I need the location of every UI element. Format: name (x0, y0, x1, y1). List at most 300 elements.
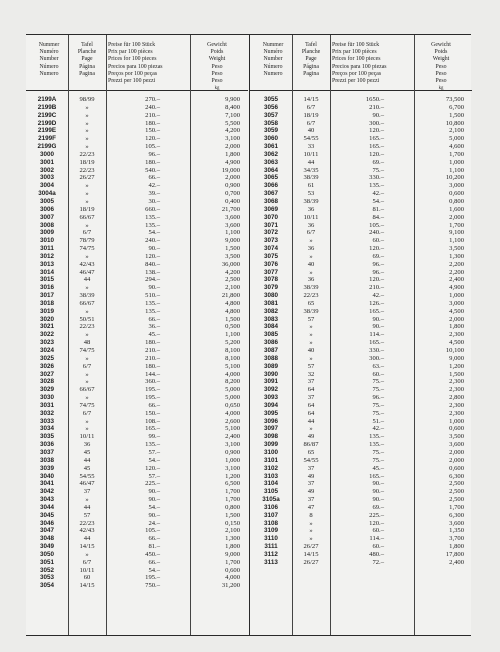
header-line: Numero (39, 70, 59, 77)
table-row (250, 300, 472, 308)
weight: 8,400 (225, 103, 240, 111)
item-number: 3050 (39, 550, 54, 558)
price: 300.– (369, 354, 384, 362)
header-nummer (30, 42, 68, 78)
price: 90.– (372, 111, 384, 119)
item-number: 3071 (263, 221, 278, 229)
weight: 4,000 (225, 574, 240, 582)
weight: 1,100 (449, 166, 464, 174)
plate-page: 45 (83, 448, 91, 456)
plate-page: » (85, 307, 89, 315)
header-line: Gewicht (431, 42, 451, 48)
header-line: Gewicht (207, 42, 227, 48)
plate-page: 14/15 (303, 550, 319, 558)
plate-page: 74/75 (79, 245, 95, 253)
item-number: 3086 (263, 339, 278, 347)
plate-page: 18/19 (79, 158, 95, 166)
price: 60.– (372, 543, 384, 551)
weight: 5,200 (225, 339, 240, 347)
item-number: 3052 (39, 566, 54, 574)
price: 165.– (369, 307, 384, 315)
price: 165.– (145, 425, 160, 433)
left-column-block (26, 35, 248, 635)
plate-page: 22/23 (79, 150, 95, 158)
price: 39.– (148, 190, 160, 198)
weight: 3,000 (449, 299, 464, 307)
plate-page: 54/55 (303, 456, 319, 464)
price: 108.– (145, 417, 160, 425)
item-number: 3027 (39, 370, 54, 378)
price: 75.– (372, 448, 384, 456)
plate-page: 36 (307, 245, 315, 253)
plate-page: 22/23 (79, 323, 95, 331)
weight: 4,200 (225, 127, 240, 135)
header-line: Precios para 100 piezas (332, 63, 387, 70)
header-line: Número (39, 63, 59, 70)
item-number: 3093 (263, 394, 278, 402)
table-row (250, 465, 472, 473)
plate-page: 22/23 (303, 292, 319, 300)
table-row (26, 347, 248, 355)
price: 135.– (145, 307, 160, 315)
header-line: Nummer (262, 42, 284, 48)
weight: 4,200 (225, 268, 240, 276)
plate-page: 44 (83, 276, 91, 284)
table-row (26, 378, 248, 386)
table-row (250, 559, 472, 567)
item-number: 3037 (39, 448, 54, 456)
item-number: 3049 (39, 543, 54, 551)
price: 75.– (372, 456, 384, 464)
price: 210.– (145, 354, 160, 362)
table-row (26, 222, 248, 230)
price: 51.– (372, 417, 384, 425)
plate-page: » (85, 103, 89, 111)
price: 60.– (372, 370, 384, 378)
weight: 1,500 (225, 245, 240, 253)
price: 69.– (372, 503, 384, 511)
plate-page: 10/11 (303, 213, 319, 221)
weight: 4,900 (225, 158, 240, 166)
price: 135.– (369, 441, 384, 449)
table-row (26, 284, 248, 292)
item-number: 3033 (39, 417, 54, 425)
price: 96.– (372, 268, 384, 276)
weight: 4,800 (225, 307, 240, 315)
price: 120.– (369, 276, 384, 284)
plate-page: 40 (307, 260, 315, 268)
plate-page: 57 (307, 362, 315, 370)
plate-page: 33 (307, 143, 315, 151)
item-number: 3079 (263, 284, 278, 292)
table-row (26, 182, 248, 190)
table-row (26, 543, 248, 551)
weight: 6,300 (449, 472, 464, 480)
item-number: 3102 (263, 464, 278, 472)
weight: 1,300 (449, 252, 464, 260)
plate-page: » (309, 527, 313, 535)
plate-page: 44 (83, 456, 91, 464)
item-number: 3041 (39, 480, 54, 488)
price: 75.– (372, 166, 384, 174)
weight: 2,300 (449, 409, 464, 417)
weight: 2,600 (225, 417, 240, 425)
weight: 1,500 (225, 511, 240, 519)
price-table (26, 34, 471, 636)
weight: 1,800 (225, 150, 240, 158)
item-number: 3040 (39, 472, 54, 480)
weight: 3,600 (225, 221, 240, 229)
item-number: 3032 (39, 409, 54, 417)
table-row (250, 441, 472, 449)
weight: 2,000 (449, 213, 464, 221)
weight: 1,700 (449, 221, 464, 229)
table-row (250, 143, 472, 151)
table-row (26, 574, 248, 582)
weight: 3,600 (449, 441, 464, 449)
item-number: 3083 (263, 315, 278, 323)
plate-page: 37 (307, 378, 315, 386)
header-line: Number (39, 56, 59, 63)
table-row (26, 535, 248, 543)
table-row (26, 496, 248, 504)
table-row (250, 198, 472, 206)
header-line: Peso (211, 70, 223, 77)
table-header (250, 35, 472, 91)
table-row (250, 104, 472, 112)
plate-page: 45 (83, 464, 91, 472)
table-row (26, 504, 248, 512)
item-number: 3078 (263, 276, 278, 284)
item-number: 3085 (263, 331, 278, 339)
item-number: 3046 (39, 519, 54, 527)
price: 90.– (372, 323, 384, 331)
weight: 0,600 (449, 190, 464, 198)
table-row (250, 308, 472, 316)
plate-page: » (309, 339, 313, 347)
plate-page: 38/39 (303, 284, 319, 292)
plate-page: 44 (307, 158, 315, 166)
price: 114.– (369, 331, 384, 339)
item-number: 3113 (264, 558, 278, 566)
weight: 1,500 (449, 370, 464, 378)
plate-page: » (309, 268, 313, 276)
table-row (250, 323, 472, 331)
plate-page: » (309, 331, 313, 339)
table-row (26, 323, 248, 331)
table-row (250, 394, 472, 402)
plate-page: » (85, 197, 89, 205)
item-number: 3013 (39, 260, 54, 268)
weight: 5,000 (225, 394, 240, 402)
header-line: Peso (435, 70, 447, 77)
price: 90.– (148, 284, 160, 292)
table-row (250, 96, 472, 104)
price: 120.– (369, 519, 384, 527)
plate-page: 32 (307, 370, 315, 378)
price: 300.– (369, 119, 384, 127)
plate-page: 26/27 (303, 543, 319, 551)
price: 195.– (145, 386, 160, 394)
weight: 9,000 (449, 354, 464, 362)
plate-page: 38/39 (303, 197, 319, 205)
item-number: 3035 (39, 433, 54, 441)
plate-page: 37 (307, 496, 315, 504)
item-number: 3057 (263, 111, 278, 119)
header-nummer (254, 42, 292, 78)
item-number: 3026 (39, 362, 54, 370)
table-row (26, 276, 248, 284)
header-line: Prices for 100 pieces (108, 56, 157, 63)
price: 96.– (372, 394, 384, 402)
table-row (250, 363, 472, 371)
table-row (250, 284, 472, 292)
price: 45.– (148, 331, 160, 339)
price: 72.– (372, 558, 384, 566)
header-line: Número (263, 63, 283, 70)
header-line: Poids (434, 49, 448, 56)
weight: 6,700 (449, 103, 464, 111)
weight: 3,100 (225, 441, 240, 449)
plate-page: » (85, 417, 89, 425)
weight: 8,200 (225, 378, 240, 386)
plate-page: 40 (307, 127, 315, 135)
weight: 19,000 (221, 166, 240, 174)
plate-page: 64 (307, 386, 315, 394)
price: 165.– (369, 472, 384, 480)
table-row (250, 527, 472, 535)
table-row (26, 229, 248, 237)
table-row (250, 174, 472, 182)
weight: 21,800 (221, 292, 240, 300)
plate-page: 57 (83, 511, 91, 519)
header-line: Peso (435, 77, 447, 84)
table-row (250, 151, 472, 159)
plate-page: 74/75 (79, 347, 95, 354)
plate-page: 36 (307, 221, 315, 229)
header-gewicht (416, 42, 466, 92)
item-number: 3063 (263, 158, 278, 166)
price: 90.– (148, 511, 160, 519)
price: 540.– (145, 166, 160, 174)
plate-page: 65 (307, 299, 315, 307)
plate-page: 64 (307, 401, 315, 409)
item-number: 3004 (39, 182, 54, 190)
item-number: 3002 (39, 166, 54, 174)
plate-page: 6/7 (306, 103, 316, 111)
price: 66.– (148, 535, 160, 543)
item-number: 3098 (263, 433, 278, 441)
weight: 2,000 (225, 143, 240, 151)
weight: 5,100 (225, 425, 240, 433)
table-row (26, 151, 248, 159)
weight: 2,000 (225, 174, 240, 182)
plate-page: » (85, 370, 89, 378)
table-row (26, 520, 248, 528)
item-number: 3068 (263, 197, 278, 205)
item-number: 3036 (39, 441, 54, 449)
plate-page: » (85, 135, 89, 143)
plate-page: » (309, 425, 313, 433)
plate-page: 47 (307, 503, 315, 511)
header-line: Prezzi per 100 pezzi (332, 77, 380, 84)
table-row (250, 496, 472, 504)
header-line: Page (81, 56, 93, 63)
weight: 1,700 (449, 150, 464, 158)
item-number: 3017 (39, 292, 54, 300)
item-number: 3084 (263, 323, 278, 331)
table-row (26, 551, 248, 559)
item-number: 3038 (39, 456, 54, 464)
price: 144.– (145, 370, 160, 378)
price: 480.– (369, 550, 384, 558)
header-line: Página (303, 63, 319, 70)
item-number: 3021 (39, 323, 54, 331)
plate-page: 6/7 (306, 119, 316, 127)
header-line: Numéro (263, 49, 283, 56)
item-number: 3006 (39, 205, 54, 213)
header-line: Weight (432, 56, 450, 63)
weight: 1,600 (449, 205, 464, 213)
table-row (26, 473, 248, 481)
left-rows (26, 96, 248, 590)
table-row (250, 378, 472, 386)
table-row (26, 135, 248, 143)
price: 240.– (369, 229, 384, 237)
price: 750.– (145, 582, 160, 590)
price: 135.– (145, 221, 160, 229)
plate-page: 64 (307, 409, 315, 417)
table-row (26, 261, 248, 269)
price: 99.– (148, 433, 160, 441)
table-row (26, 237, 248, 245)
plate-page: » (85, 354, 89, 362)
weight: 1,500 (225, 315, 240, 323)
item-number: 3004a (38, 190, 56, 198)
price: 120.– (145, 464, 160, 472)
table-row (26, 441, 248, 449)
price: 96.– (148, 150, 160, 158)
table-row (250, 190, 472, 198)
item-number: 3064 (263, 166, 278, 174)
weight: 0,650 (225, 401, 240, 409)
table-row (26, 292, 248, 300)
item-number: 3076 (263, 260, 278, 268)
table-row (250, 182, 472, 190)
weight: 1,100 (225, 229, 240, 237)
item-number: 3045 (39, 511, 54, 519)
price: 225.– (145, 480, 160, 488)
table-row (26, 300, 248, 308)
item-number: 3030 (39, 394, 54, 402)
plate-page: 40 (307, 347, 315, 354)
item-number: 3012 (39, 252, 54, 260)
plate-page: 26/27 (303, 558, 319, 566)
table-row (26, 386, 248, 394)
price: 60.– (372, 527, 384, 535)
plate-page: 46/47 (79, 268, 95, 276)
table-row (26, 433, 248, 441)
plate-page: » (85, 143, 89, 151)
item-number: 3094 (263, 401, 278, 409)
table-row (26, 253, 248, 261)
weight: 2,300 (449, 386, 464, 394)
item-number: 3074 (263, 245, 278, 253)
weight: 3,600 (225, 213, 240, 221)
price: 180.– (145, 339, 160, 347)
item-number: 3073 (263, 237, 278, 245)
plate-page: 6/7 (306, 229, 316, 237)
item-number: 3003 (39, 174, 54, 182)
weight: 2,100 (449, 127, 464, 135)
price: 75.– (372, 386, 384, 394)
plate-page: 6/7 (82, 229, 92, 237)
table-row (250, 112, 472, 120)
plate-page: » (309, 237, 313, 245)
plate-page: 66/67 (79, 213, 95, 221)
table-row (26, 331, 248, 339)
item-number: 3018 (39, 299, 54, 307)
item-number: 3088 (263, 354, 278, 362)
weight: 36,000 (221, 260, 240, 268)
table-row (250, 512, 472, 520)
table-row (26, 410, 248, 418)
weight: 9,900 (225, 96, 240, 103)
table-row (250, 488, 472, 496)
item-number: 3099 (263, 441, 278, 449)
plate-page: 46/47 (79, 480, 95, 488)
weight: 2,400 (449, 558, 464, 566)
item-number: 3077 (263, 268, 278, 276)
plate-page: 38/39 (303, 307, 319, 315)
header-line: Precios para 100 piezas (108, 63, 163, 70)
plate-page: 36 (307, 276, 315, 284)
price: 126.– (369, 299, 384, 307)
table-row (26, 512, 248, 520)
table-row (26, 527, 248, 535)
header-line: Poids (210, 49, 224, 56)
header-line: Numero (263, 70, 283, 77)
item-number: 3105a (262, 496, 280, 504)
weight: 1,700 (225, 488, 240, 496)
price: 54.– (372, 197, 384, 205)
header-line: Pagina (79, 70, 95, 77)
header-line: Page (305, 56, 317, 63)
item-number: 3029 (39, 386, 54, 394)
weight: 5,500 (225, 119, 240, 127)
weight: 10,800 (445, 119, 464, 127)
header-tafel (69, 42, 105, 78)
weight: 1,000 (449, 292, 464, 300)
table-row (26, 174, 248, 182)
plate-page: 54/55 (303, 135, 319, 143)
plate-page: 48 (83, 339, 91, 347)
price: 90.– (372, 480, 384, 488)
weight: 6,500 (225, 480, 240, 488)
header-line: Prix par 100 pièces (108, 49, 153, 56)
weight: 1,800 (449, 323, 464, 331)
item-number: 3022 (39, 331, 54, 339)
table-row (250, 480, 472, 488)
price: 150.– (145, 409, 160, 417)
weight: 0,800 (225, 503, 240, 511)
item-number: 3062 (263, 150, 278, 158)
price: 60.– (372, 237, 384, 245)
item-number: 3055 (263, 96, 278, 103)
plate-page: » (309, 535, 313, 543)
header-preise (330, 42, 414, 85)
plate-page: » (309, 323, 313, 331)
